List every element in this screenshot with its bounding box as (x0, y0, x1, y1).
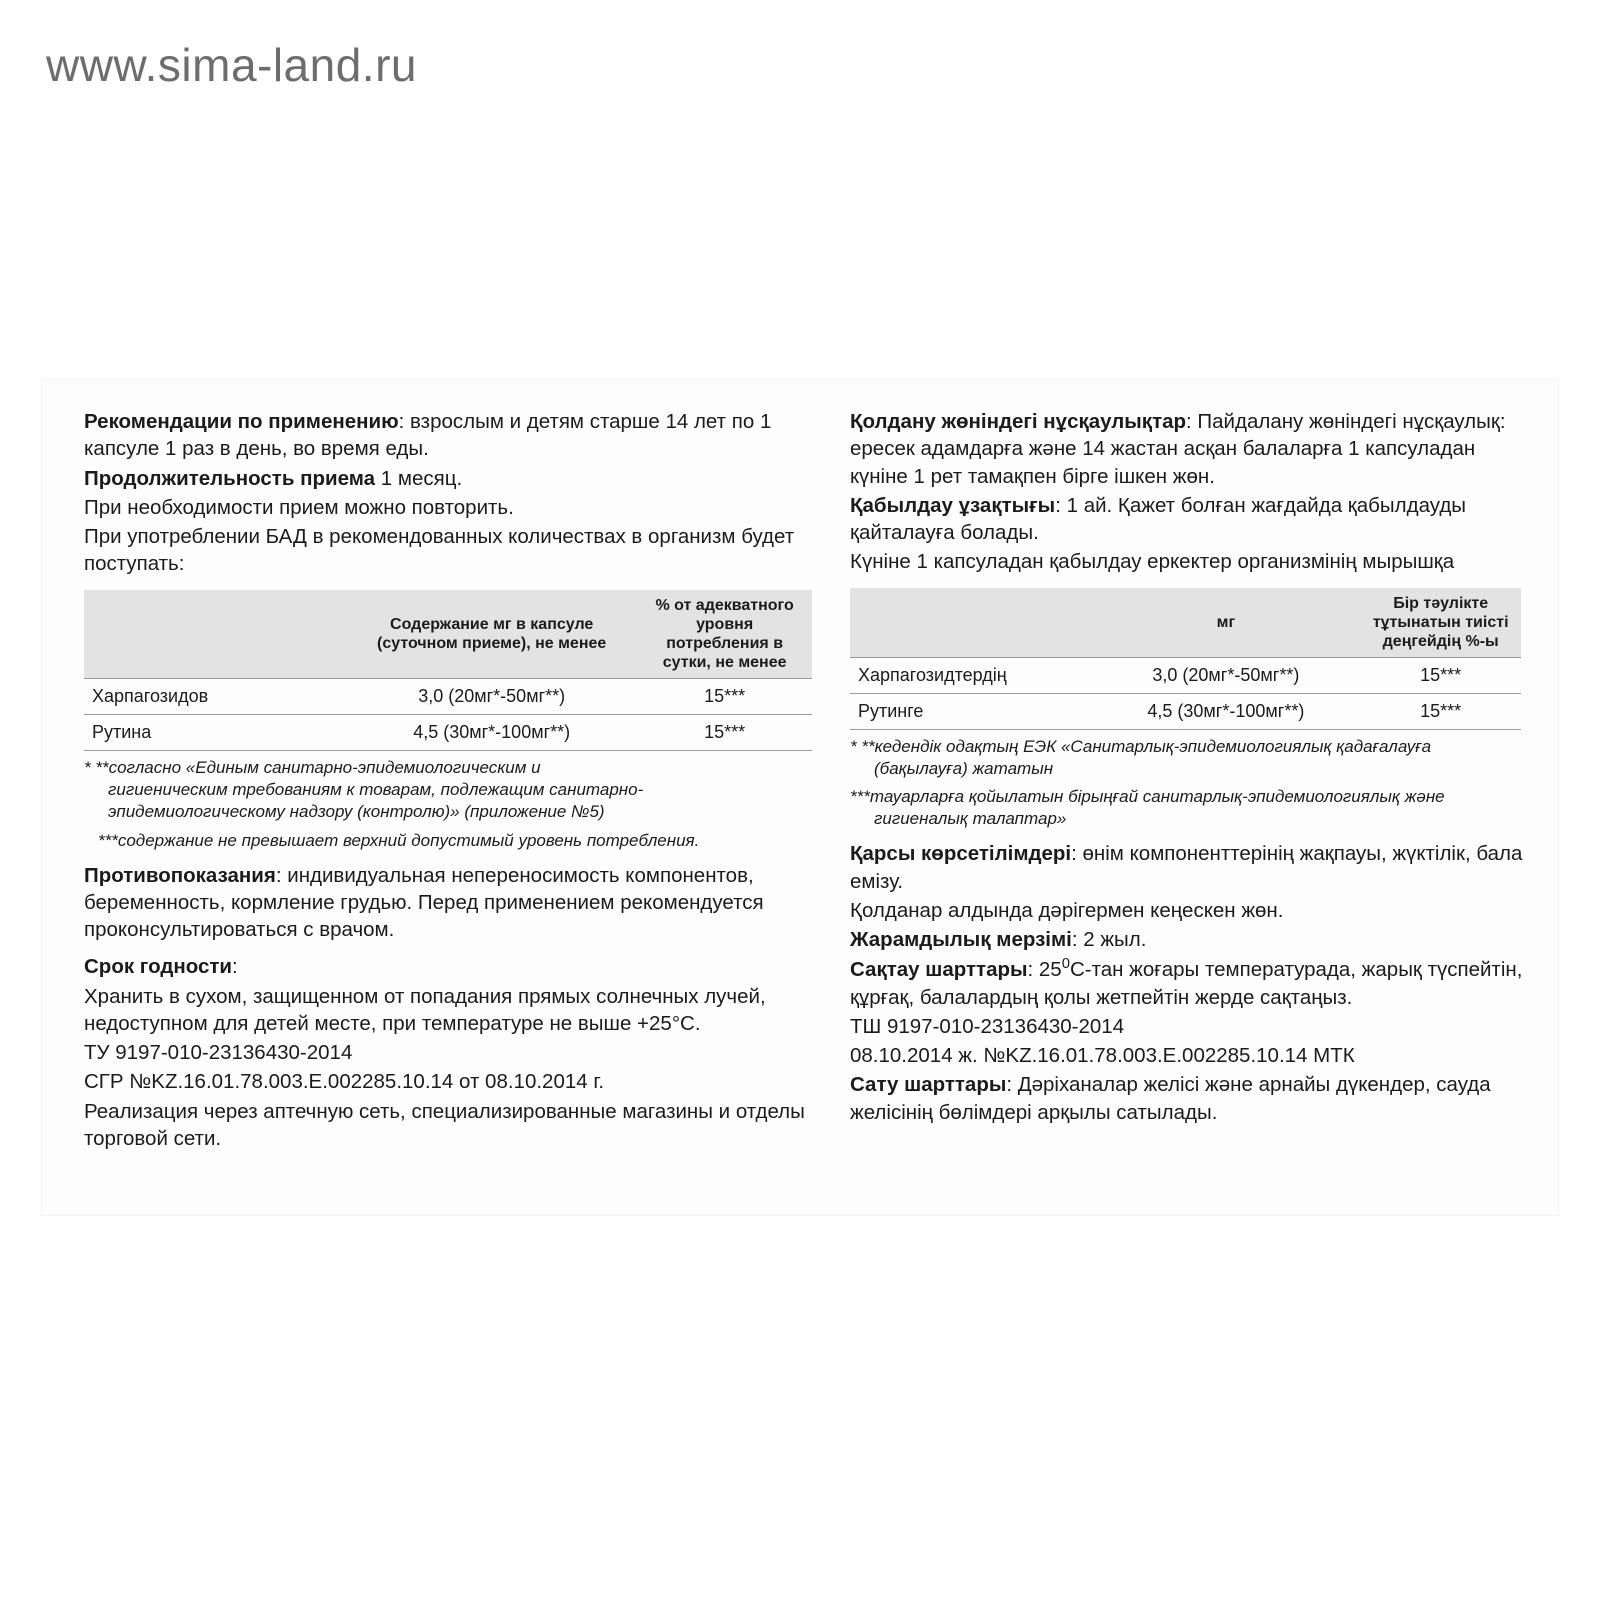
footnote-one-body: гигиеническим требованиям к товарам, подлежащим санитарно-эпидемиологическому надзору (контролю)» (приложение №5) (108, 780, 644, 822)
header-cell-percent: % от адекватного уровня потребления в сутки, не менее (637, 590, 812, 679)
row-name: Харпагозидов (84, 679, 346, 715)
sales-text-kk: : Дәріханалар желісі және арнайы дүкендер, сауда желісінің бөлімдері арқылы сатылады. (850, 1073, 1491, 1124)
table-row (84, 715, 812, 751)
storage-label-kk: Сақтау шарттары (850, 958, 1028, 982)
footnote-two-kk-lead: ***тауарларға қойылатын бірыңғай санитарлық-эпидемиологиялық және (850, 787, 1445, 807)
footnote-two-kk-body: гигиеналық талаптар» (874, 809, 1067, 829)
row-name: Рутина (84, 715, 346, 751)
contraindications-paragraph-kk (850, 840, 1528, 895)
usage-label: Рекомендации по применению (84, 410, 399, 433)
sgr-code: СГР №KZ.16.01.78.003.E.002285.10.14 от 08.10.2014 г. (84, 1070, 605, 1094)
nutrition-table-ru-head (84, 590, 812, 679)
contraindications-label-kk: Қарсы көрсетілімдері (850, 842, 1072, 866)
usage-text-kk: : Пайдалану жөніндегі нұсқаулық: ересек адамдарға және 14 жастан асқан балаларға 1 капсуладан күніне 1 рет тамақпен бірге ішкен жөн. (850, 410, 1506, 488)
footnote-one (84, 757, 812, 823)
row-value: 3,0 (20мг*-50мг**) (346, 679, 637, 715)
usage-label-kk: Қолдану жөніндегі нұсқаулықтар (850, 410, 1187, 433)
nutrition-table-ru-body (84, 679, 812, 751)
contraindications-paragraph (84, 862, 812, 944)
row-value: 4,5 (30мг*-100мг**) (1092, 694, 1360, 730)
footnote-two: ***содержание не превышает верхний допустимый уровень потребления. (98, 830, 700, 850)
header-cell-content: Содержание мг в капсуле (суточном приеме), не менее (346, 590, 637, 679)
table-row (850, 694, 1521, 730)
duration-text-kk: : 1 ай. Қажет болған жағдайда қабылдауды қайталауға болады. (850, 493, 1467, 544)
duration-label: Продолжительность приема (84, 466, 376, 490)
russian-column (42, 380, 842, 1215)
footnote-one-kk-lead: * **кедендік одақтың ЕЭК «Санитарлық-эпидемиологиялық қадағалауға (850, 737, 1432, 757)
storage-degree-sup: 0 (1061, 956, 1070, 973)
sales-paragraph-kk (850, 1071, 1528, 1126)
site-watermark: www.sima-land.ru (46, 39, 417, 91)
nutrition-table-ru (84, 590, 812, 752)
storage-text: Хранить в сухом, защищенном от попадания прямых солнечных лучей, недоступном для детей месте, при температуре не выше +25°C. (84, 984, 766, 1035)
duration-paragraph-kk (850, 492, 1528, 547)
table-header-row (850, 588, 1521, 658)
kazakh-column (842, 380, 1558, 1215)
label-columns (42, 380, 1558, 1215)
nutrition-table-kk-head (850, 588, 1521, 658)
consult-text-kk: Қолданар алдында дәрігермен кеңескен жөн. (850, 898, 1284, 922)
shelf-life-paragraph (84, 953, 812, 980)
storage-text2-kk: С-тан жоғары температурада, жарық түспейтін, құрғақ, балалардың қолы жетпейтін жерде сақтаңыз. (850, 958, 1523, 1009)
shelf-life-text-kk: : 2 жыл. (1071, 928, 1147, 952)
intake-text: При употреблении БАД в рекомендованных количествах в организм будет поступать: (84, 525, 795, 576)
footnote-one-kk-body: (бақылауға) жататын (874, 759, 1054, 779)
row-percent: 15*** (637, 715, 812, 751)
nutrition-table-kk (850, 588, 1521, 731)
repeat-text: При необходимости прием можно повторить. (84, 495, 514, 519)
table-row (850, 658, 1521, 694)
usage-paragraph-kk (850, 408, 1528, 490)
intake-text-kk: Күніне 1 капсуладан қабылдау еркектер организмінің мырышқа (850, 550, 1455, 574)
nutrition-table-kk-body (850, 658, 1521, 730)
footnote-one-lead: * **согласно «Единым санитарно-эпидемиологическим и (84, 758, 541, 778)
table-row (84, 679, 812, 715)
registration-code-kk: 08.10.2014 ж. №KZ.16.01.78.003.E.002285.10.14 МТК (850, 1044, 1355, 1068)
tsh-code: ТШ 9197-010-23136430-2014 (850, 1014, 1125, 1038)
usage-text: : взрослым и детям старше 14 лет по 1 капсуле 1 раз в день, во время еды. (84, 410, 772, 461)
shelf-life-label: Срок годности (84, 955, 233, 979)
header-cell-blank (850, 588, 1092, 658)
row-value: 4,5 (30мг*-100мг**) (346, 715, 637, 751)
contraindications-text-kk: : өнім компоненттерінің жақпауы, жүктілік, бала емізу. (850, 842, 1523, 893)
table-header-row (84, 590, 812, 679)
tu-code: ТУ 9197-010-23136430-2014 (84, 1041, 353, 1065)
shelf-life-paragraph-kk (850, 926, 1528, 953)
footnote-two-kk (850, 786, 1528, 830)
storage-paragraph-kk (850, 955, 1528, 1010)
duration-text: 1 месяц. (375, 466, 463, 490)
duration-label-kk: Қабылдау ұзақтығы (850, 493, 1056, 517)
row-value: 3,0 (20мг*-50мг**) (1092, 658, 1360, 694)
contraindications-label: Противопоказания (84, 863, 276, 887)
row-name: Рутинге (850, 694, 1092, 730)
row-percent: 15*** (637, 679, 812, 715)
row-percent: 15*** (1360, 658, 1521, 694)
storage-text-kk: : 25 (1027, 958, 1062, 982)
footnote-one-kk (850, 736, 1528, 780)
usage-paragraph (84, 408, 812, 463)
header-cell-blank (84, 590, 346, 679)
shelf-life-label-kk: Жарамдылық мерзімі (850, 928, 1072, 952)
package-label-panel (42, 380, 1558, 1215)
row-name: Харпагозидтердің (850, 658, 1092, 694)
header-cell-mg: мг (1092, 588, 1360, 658)
duration-paragraph (84, 465, 812, 492)
row-percent: 15*** (1360, 694, 1521, 730)
sales-label-kk: Сату шарттары (850, 1073, 1007, 1097)
header-cell-percent: Бір тәулікте тұтынатын тиісті деңгейдің %-ы (1360, 588, 1521, 658)
shelf-life-colon: : (232, 955, 238, 979)
sales-text: Реализация через аптечную сеть, специализированные магазины и отделы торговой сети. (84, 1099, 805, 1150)
contraindications-text: : индивидуальная непереносимость компонентов, беременность, кормление грудью. Перед применением рекомендуется проконсультироваться с врачом. (84, 863, 764, 942)
